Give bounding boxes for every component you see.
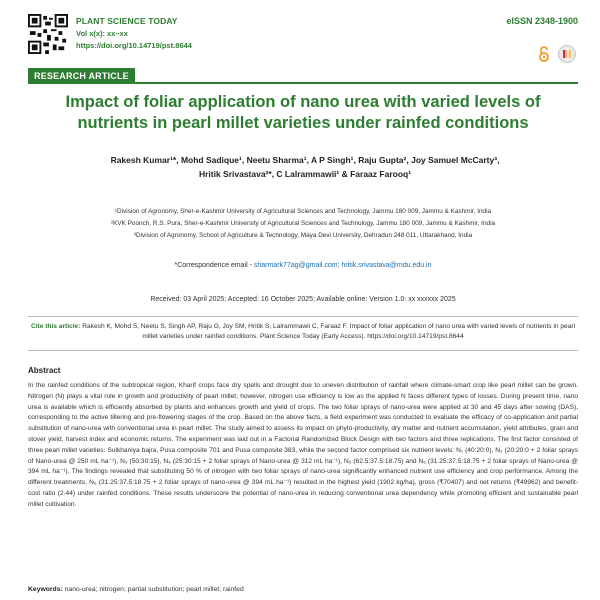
section-badge: RESEARCH ARTICLE xyxy=(28,68,135,84)
keywords xyxy=(28,586,578,593)
cite-text: Rakesh K, Mohd S, Neetu S, Singh AP, Raju G, Joy SM, Hritik S, Lalrammawii C, Faraaz F. Impact of foliar application of nano urea with varied levels of nutrients in pearl millet varieties under rainfed conditions. Plant Science Today (Early Access). https://doi.org/10.14719/pst.8644 xyxy=(82,323,576,340)
crossmark-icon[interactable] xyxy=(558,44,576,64)
journal-header xyxy=(28,14,578,64)
divider-bottom xyxy=(28,350,578,351)
affiliation-3: ³Division of Agronomy, School of Agriculture & Technology, Maya Devi University, Dehradun 248 011, Uttarakhand, India xyxy=(133,232,473,239)
authors-line-1: Rakesh Kumar¹*, Mohd Sadique¹, Neetu Sharma¹, A P Singh¹, Raju Gupta², Joy Samuel McCarty³, xyxy=(110,155,500,165)
section-divider xyxy=(28,82,578,84)
citation-block xyxy=(28,322,578,342)
author-list xyxy=(60,153,550,181)
email-link-2[interactable]: hritik.srivastava@mdu.edu.in xyxy=(341,262,432,269)
keywords-text: nano-urea; nitrogen; partial substitution; pearl millet; rainfed xyxy=(64,586,244,593)
journal-volume: Vol x(x): xx–xx xyxy=(76,29,128,38)
journal-info xyxy=(76,16,192,50)
divider-top xyxy=(28,316,578,317)
received-dates: Received: 03 April 2025; Accepted: 16 October 2025; Available online: Version 1.0: xx xxxxxx 2025 xyxy=(150,296,456,303)
email-link-1[interactable]: sharmark77ag@gmail.com; xyxy=(253,262,340,269)
article-title: Impact of foliar application of nano urea with varied levels of nutrients in pearl millet varieties under rainfed conditions xyxy=(65,93,541,132)
qr-code-icon xyxy=(28,14,68,54)
journal-doi-link[interactable]: https://doi.org/10.14719/pst.8644 xyxy=(76,41,192,50)
affiliation-1: ¹Division of Agronomy, Sher-e-Kashmir University of Agricultural Sciences and Technology, Jammu 180 009, Jammu & Kashmir, India xyxy=(114,208,492,215)
abstract-text: In the rainfed conditions of the subtropical region, Kharif crops face dry spells and drought due to uneven distribution of rainfall where climate-smart crop like pearl millet can be grown. Nitrogen (N) plays a vital role in growth and productivity of pearl millet; however, nitrogen use efficiency is low as the applied N faces different types of losses. During present time, nano urea is available which is efficiently absorbed by plants and enhances growth and yield of crops. The two foliar sprays of nano-urea were applied at 30 and 45 days after sowing (DAS), corresponding to the active tillering and pre-flowering stages of the crop. Based on the above facts, a field experiment was conducted to evaluate the efficacy of co-application and partial substitution of nano-urea with conventional urea in pearl millet. The study aimed to assess its impact on phyto-productivity, dry matter and nutrient accumulation, yield attributes, grain and stover yield, harvest index and economic returns. The experiment was laid out in a Factorial Randomized Block Design with two factors and three replications. The first factor consisted of three pearl millet varieties: Sulkhaniya bajra, Pusa composite 701 and Pusa composite 383, while the second factor comprised six nutrient levels: N₁ (40:20:0), N₂ (20:20:0 + 2 foliar sprays of Nano-urea @ 250 mL ha⁻¹), N₃ (50:30:15), N₄ (25:30:15 + 2 foliar sprays of Nano-urea @ 312 mL ha⁻¹), N₅ (62.5:37.5:18.75) and N₆ (31.25:37.5:18.75 + 2 foliar sprays of Nano-urea @ 394 mL ha⁻¹). The findings revealed that substituting 50 % of nitrogen with two foliar sprays of nano-urea significantly enhanced nutrient use efficiency and crop performance. Among the different treatments, N₆ (31.25:37.5:18.75 + 2 foliar sprays of nano-urea @ 394 mL ha⁻¹) resulted in the highest yield (1902 kg/ha), gross (₹70407) and net returns (₹49962) and benefit-cost ratio (2.44) under rainfed conditions. These results underscore the potential of nano-urea in reducing conventional urea dependency while promoting efficient and sustainable pearl millet cultivation. xyxy=(28,382,578,508)
issn: eISSN 2348-1900 xyxy=(506,16,578,26)
authors-line-2: Hritik Srivastava²*, C Lalrammawii¹ & Faraaz Farooq¹ xyxy=(198,169,412,179)
keywords-label: Keywords: xyxy=(28,586,63,593)
correspondence-label: *Correspondence email - xyxy=(174,262,252,269)
journal-name: PLANT SCIENCE TODAY xyxy=(76,16,178,26)
correspondence xyxy=(28,262,578,269)
cite-label: Cite this article: xyxy=(30,323,81,330)
affiliation-2: ²KVK Poonch, R.S. Pura, Sher-e-Kashmir University of Agricultural Sciences and Technology, Jammu 180 009, Jammu & Kashmir, India xyxy=(110,220,496,227)
open-access-icon[interactable] xyxy=(538,46,550,62)
abstract-heading: Abstract xyxy=(28,366,61,375)
